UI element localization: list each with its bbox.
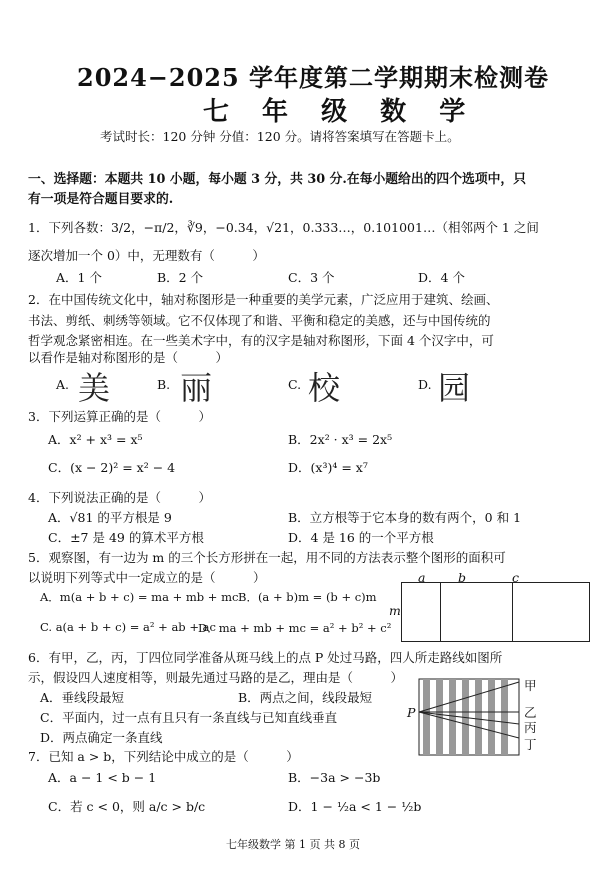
q1-stem-line2: 逐次增加一个 0）中，无理数有（ ）	[28, 248, 265, 263]
q3-option-a: A．x² + x³ = x⁵	[48, 432, 143, 447]
q5-fig-divider-1	[440, 583, 441, 641]
q6-option-c: C．平面内，过一点有且只有一条直线与已知直线垂直	[40, 710, 338, 725]
q6-fig-point-p: P	[407, 705, 416, 720]
q2-option-d-label: D.	[418, 377, 432, 392]
page-footer: 七年级数学 第 1 页 共 8 页	[226, 838, 360, 851]
exam-subtitle: 七 年 级 数 学	[203, 97, 478, 127]
q5-stem-line2: 以说明下列等式中一定成立的是（ ）	[28, 570, 266, 585]
q6-stem-line2: 示，假设四人速度相等，则最先通过马路的是乙，理由是（ ）	[28, 670, 404, 685]
q6-stem-line1: 6．有甲，乙，丙，丁四位同学准备从斑马线上的点 P 处过马路，四人所走路线如图所	[28, 650, 503, 665]
q2-option-c-char: 校	[308, 369, 341, 407]
q5-option-c: C. a(a + b + c) = a² + ab + ac	[40, 620, 216, 634]
q2-option-a-char: 美	[78, 369, 111, 407]
q3-stem: 3．下列运算正确的是（ ）	[28, 409, 211, 424]
q5-option-b: B．(a + b)m = (b + c)m	[238, 590, 377, 604]
q6-option-b: B．两点之间，线段最短	[238, 690, 373, 705]
q4-option-d: D．4 是 16 的一个平方根	[288, 530, 434, 545]
q2-stem-line1: 2．在中国传统文化中，轴对称图形是一种重要的美学元素，广泛应用于建筑、绘画、	[28, 292, 499, 307]
q3-option-b: B．2x² · x³ = 2x⁵	[288, 432, 393, 447]
q5-fig-label-c: c	[512, 570, 520, 585]
q6-option-d: D．两点确定一条直线	[40, 730, 163, 745]
q1-option-b: B．2 个	[157, 270, 204, 285]
q6-fig-label-ding: 丁	[524, 737, 537, 752]
q5-fig-divider-2	[512, 583, 513, 641]
q2-option-b-label: B.	[157, 377, 171, 392]
q7-option-c: C．若 c < 0，则 a/c > b/c	[48, 799, 206, 814]
q6-fig-label-bing: 丙	[524, 720, 537, 735]
section-heading-line1: 一、选择题：本题共 10 小题，每小题 3 分，共 30 分.在每小题给出的四个选项中，只	[28, 172, 527, 187]
q1-option-d: D．4 个	[418, 270, 465, 285]
q2-option-c-label: C.	[288, 377, 302, 392]
q5-fig-label-m: m	[389, 603, 401, 618]
q4-option-b: B．立方根等于它本身的数有两个，0 和 1	[288, 510, 522, 525]
q4-option-a: A．√81 的平方根是 9	[48, 510, 172, 525]
q6-fig-label-jia: 甲	[524, 678, 537, 693]
q3-option-d: D．(x³)⁴ = x⁷	[288, 460, 368, 475]
q7-option-b: B．−3a > −3b	[288, 770, 381, 785]
q6-fig-label-yi: 乙	[524, 705, 537, 720]
q1-option-a: A．1 个	[56, 270, 102, 285]
q1-option-c: C．3 个	[288, 270, 335, 285]
q2-option-a-label: A.	[56, 377, 70, 392]
q7-option-d: D．1 − ½a < 1 − ½b	[288, 799, 422, 814]
q2-option-d-char: 园	[438, 369, 471, 407]
q2-stem-line4: 以看作是轴对称图形的是（ ）	[28, 350, 229, 365]
q3-option-c: C．(x − 2)² = x² − 4	[48, 460, 176, 475]
q5-fig-label-b: b	[458, 570, 467, 585]
q1-stem-line1: 1．下列各数：3/2，−π/2，∛9，−0.34，√21，0.333…，0.101001…（相邻两个 1 之间	[28, 220, 539, 235]
q7-stem: 7．已知 a > b，下列结论中成立的是（ ）	[28, 749, 299, 764]
q5-rectangles-figure	[401, 582, 590, 642]
q7-option-a: A．a − 1 < b − 1	[48, 770, 157, 785]
q5-stem-line1: 5．观察图，有一边为 m 的三个长方形拼在一起，用不同的方法表示整个图形的面积可	[28, 550, 506, 565]
exam-title: 2024−2025 学年度第二学期期末检测卷	[77, 63, 550, 92]
q4-stem: 4．下列说法正确的是（ ）	[28, 490, 211, 505]
section-heading-line2: 有一项是符合题目要求的.	[28, 192, 174, 207]
q6-option-a: A．垂线段最短	[40, 690, 125, 705]
q5-option-a: A．m(a + b + c) = ma + mb + mc	[40, 590, 239, 604]
q2-option-b-char: 丽	[180, 369, 213, 407]
q5-option-d: D．ma + mb + mc = a² + b² + c²	[198, 621, 392, 635]
q5-fig-label-a: a	[418, 570, 426, 585]
q4-option-c: C．±7 是 49 的算术平方根	[48, 530, 204, 545]
exam-info: 考试时长：120 分钟 分值：120 分。请将答案填写在答题卡上。	[100, 129, 460, 144]
q2-stem-line3: 哲学观念紧密相连。在一些美术字中，有的汉字是轴对称图形，下面 4 个汉字中，可	[28, 333, 494, 348]
q2-stem-line2: 书法、剪纸、刺绣等领域。它不仅体现了和谐、平衡和稳定的美感，还与中国传统的	[28, 313, 491, 328]
